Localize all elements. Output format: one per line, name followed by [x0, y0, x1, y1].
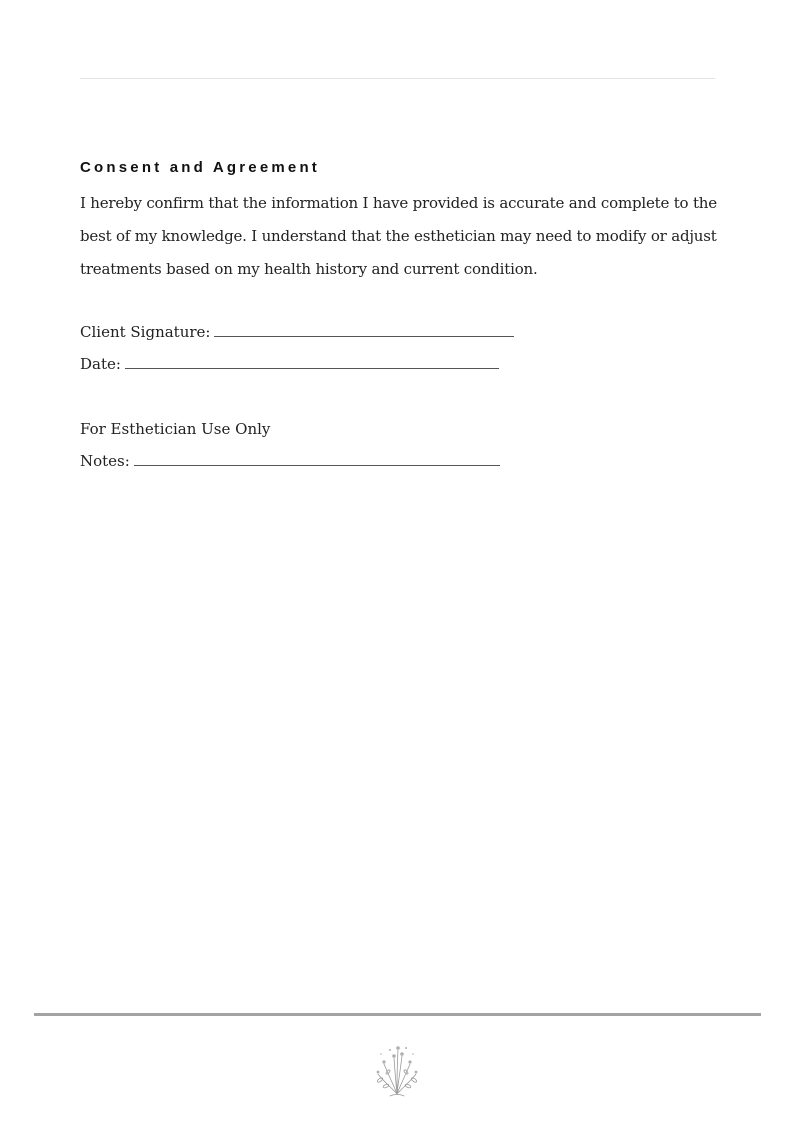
- client-signature-label: Client Signature:: [80, 323, 211, 341]
- notes-row: [80, 445, 720, 477]
- signature-fields: [80, 316, 720, 380]
- date-label: Date:: [80, 355, 121, 373]
- date-field[interactable]: [125, 354, 499, 369]
- floral-bouquet-icon: [370, 1040, 424, 1098]
- date-row: [80, 348, 720, 380]
- notes-label: Notes:: [80, 452, 130, 470]
- esthetician-heading: For Esthetician Use Only: [80, 420, 271, 438]
- footer-divider: [34, 1013, 761, 1016]
- esthetician-heading-row: [80, 413, 720, 445]
- client-signature-field[interactable]: [214, 322, 514, 337]
- esthetician-section: [80, 413, 720, 477]
- consent-heading: Consent and Agreement: [80, 159, 321, 176]
- top-divider: [80, 78, 715, 79]
- notes-field[interactable]: [134, 451, 500, 466]
- consent-paragraph: I hereby confirm that the information I have provided is accurate and complete to the best of my knowledge. I understand that the esthetician may need to modify or adjust treatments based on my health history and current condition.: [80, 194, 717, 278]
- consent-section: [80, 157, 720, 477]
- client-signature-row: [80, 316, 720, 348]
